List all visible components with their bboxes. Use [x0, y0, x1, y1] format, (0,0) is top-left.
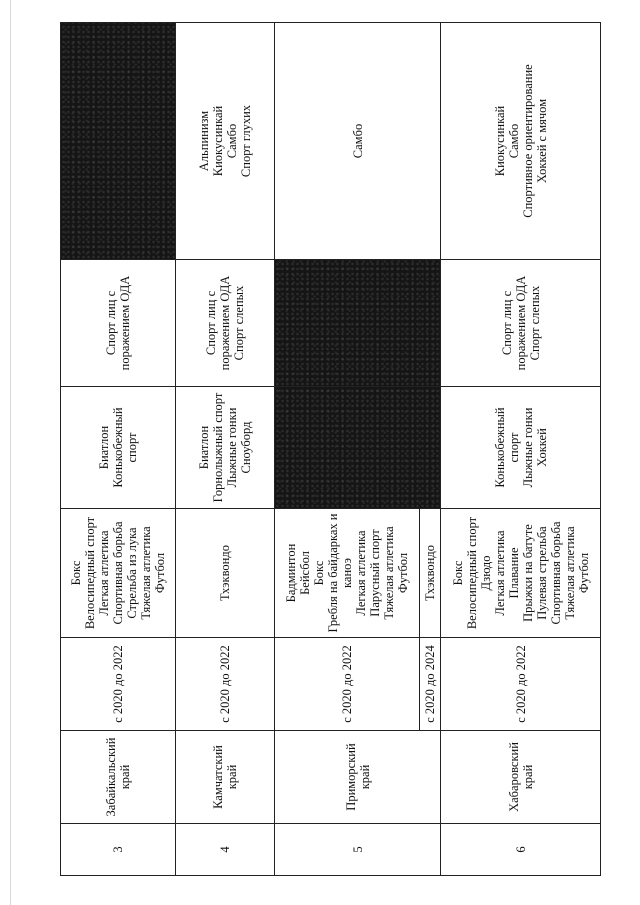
- cell-text-line: с 2020 до 2022: [513, 645, 528, 723]
- cell-text-line: Бейсбол: [297, 551, 312, 595]
- row-number-cell: [176, 824, 275, 876]
- cell-text-line: Спорт глухих: [239, 104, 254, 178]
- disabled-sports-cell-redacted: [275, 260, 441, 387]
- cell-text-line: Стрельба из лука: [125, 527, 140, 619]
- table-row: [61, 23, 176, 876]
- cell-text-line: Лыжные гонки: [520, 407, 535, 488]
- summer-sports-cell: [61, 509, 176, 638]
- cell-text-line: Тяжелая атлетика: [139, 526, 154, 620]
- non-olympic-sports-cell: [275, 23, 441, 260]
- cell-text-line: край: [357, 764, 372, 790]
- cell-text-line: край: [520, 764, 535, 790]
- period-cell: [61, 638, 176, 731]
- cell-text-line: Велосипедный спорт: [464, 516, 479, 630]
- cell-text-line: 6: [513, 846, 528, 853]
- cell-text-line: Конькобежный спорт: [111, 407, 140, 488]
- cell-text-line: каноэ: [339, 558, 354, 588]
- region-cell: [176, 731, 275, 824]
- cell-text-line: Киокусинкай: [492, 105, 507, 177]
- cell-text-line: Самбо: [225, 123, 240, 159]
- cell-text-line: Бокс: [311, 560, 326, 586]
- winter-sports-cell-redacted: [275, 387, 441, 509]
- cell-text-line: Хоккей с мячом: [534, 98, 549, 184]
- winter-sports-cell: [441, 387, 601, 509]
- cell-text-line: поражением ОДА: [513, 275, 528, 371]
- period-cell: [275, 638, 419, 731]
- cell-text-line: Конькобежный спорт: [492, 407, 521, 488]
- cell-text-line: с 2020 до 2022: [339, 645, 354, 723]
- cell-text-line: с 2020 до 2022: [218, 645, 233, 723]
- cell-text-line: Хоккей: [534, 428, 549, 467]
- summer-sports-cell: [441, 509, 601, 638]
- cell-text-line: 3: [111, 846, 126, 853]
- table-row: [441, 23, 601, 876]
- cell-text-line: Забайкальский: [104, 737, 119, 817]
- cell-text-line: край: [118, 764, 133, 790]
- cell-text-line: Футбол: [576, 552, 591, 594]
- cell-text-line: Спортивная борьба: [548, 521, 563, 625]
- cell-text-line: поражением ОДА: [218, 275, 233, 371]
- cell-text-line: Футбол: [153, 552, 168, 594]
- region-cell: [275, 731, 441, 824]
- winter-sports-cell: [61, 387, 176, 509]
- cell-text-line: Спорт слепых: [232, 285, 247, 361]
- cell-text-line: Легкая атлетика: [353, 530, 368, 616]
- cell-text-line: Гребля на байдарках и: [325, 513, 340, 633]
- cell-text-line: Самбо: [506, 123, 521, 159]
- cell-text-line: Парусный спорт: [367, 529, 382, 617]
- cell-text-line: Легкая атлетика: [492, 530, 507, 616]
- cell-text-line: Спортивная борьба: [111, 521, 126, 625]
- table-row: [275, 23, 419, 876]
- summer-sports-cell: [275, 509, 419, 638]
- cell-text-line: Приморский: [343, 743, 358, 811]
- row-number-cell: [61, 824, 176, 876]
- cell-text-line: Горнолыжный спорт: [211, 392, 226, 503]
- disabled-sports-cell: [61, 260, 176, 387]
- cell-text-line: Биатлон: [197, 425, 212, 470]
- cell-text-line: Лыжные гонки: [225, 407, 240, 488]
- cell-text-line: Спорт лиц с: [204, 290, 219, 356]
- cell-text-line: 5: [350, 846, 365, 853]
- period-cell: [176, 638, 275, 731]
- row-number-cell: [441, 824, 601, 876]
- summer-sports-cell-extra: [419, 509, 441, 638]
- cell-text-line: Тяжелая атлетика: [381, 526, 396, 620]
- table-row: [176, 23, 275, 876]
- period-cell: [441, 638, 601, 731]
- cell-text-line: Прыжки на батуте: [520, 524, 535, 622]
- summer-sports-cell: [176, 509, 275, 638]
- cell-text-line: Бадминтон: [283, 543, 298, 603]
- cell-text-line: Тхэквондо: [422, 545, 437, 601]
- cell-text-line: Велосипедный спорт: [83, 516, 98, 630]
- cell-text-line: с 2020 до 2022: [111, 645, 126, 723]
- region-cell: [61, 731, 176, 824]
- non-olympic-sports-cell-redacted: [61, 23, 176, 260]
- cell-text-line: Футбол: [395, 552, 410, 594]
- cell-text-line: Альпинизм: [197, 110, 212, 172]
- cell-text-line: поражением ОДА: [118, 275, 133, 371]
- cell-text-line: Спорт слепых: [527, 285, 542, 361]
- cell-text-line: Спортивное ориентирование: [520, 64, 535, 218]
- disabled-sports-cell: [441, 260, 601, 387]
- cell-text-line: Спорт лиц с: [104, 290, 119, 356]
- cell-text-line: Тяжелая атлетика: [562, 526, 577, 620]
- row-number-cell: [275, 824, 441, 876]
- sports-regions-table: [60, 22, 601, 876]
- period-cell-extra: [419, 638, 441, 731]
- cell-text-line: Дзюдо: [478, 555, 493, 591]
- disabled-sports-cell: [176, 260, 275, 387]
- region-cell: [441, 731, 601, 824]
- cell-text-line: с 2020 до 2024: [422, 645, 437, 723]
- cell-text-line: Легкая атлетика: [97, 530, 112, 616]
- cell-text-line: Спорт лиц с: [499, 290, 514, 356]
- cell-text-line: Киокусинкай: [211, 105, 226, 177]
- cell-text-line: Тхэквондо: [218, 545, 233, 601]
- cell-text-line: Самбо: [350, 123, 365, 159]
- non-olympic-sports-cell: [176, 23, 275, 260]
- non-olympic-sports-cell: [441, 23, 601, 260]
- cell-text-line: Камчатский край: [211, 745, 240, 809]
- cell-text-line: Бокс: [450, 560, 465, 586]
- cell-text-line: Сноуборд: [239, 421, 254, 474]
- cell-text-line: Хабаровский: [506, 742, 521, 812]
- cell-text-line: 4: [218, 846, 233, 853]
- cell-text-line: Пулевая стрельба: [534, 526, 549, 620]
- cell-text-line: Бокс: [69, 560, 84, 586]
- cell-text-line: Биатлон: [97, 425, 112, 470]
- scan-edge-line: [10, 0, 11, 905]
- winter-sports-cell: [176, 387, 275, 509]
- cell-text-line: Плавание: [506, 547, 521, 599]
